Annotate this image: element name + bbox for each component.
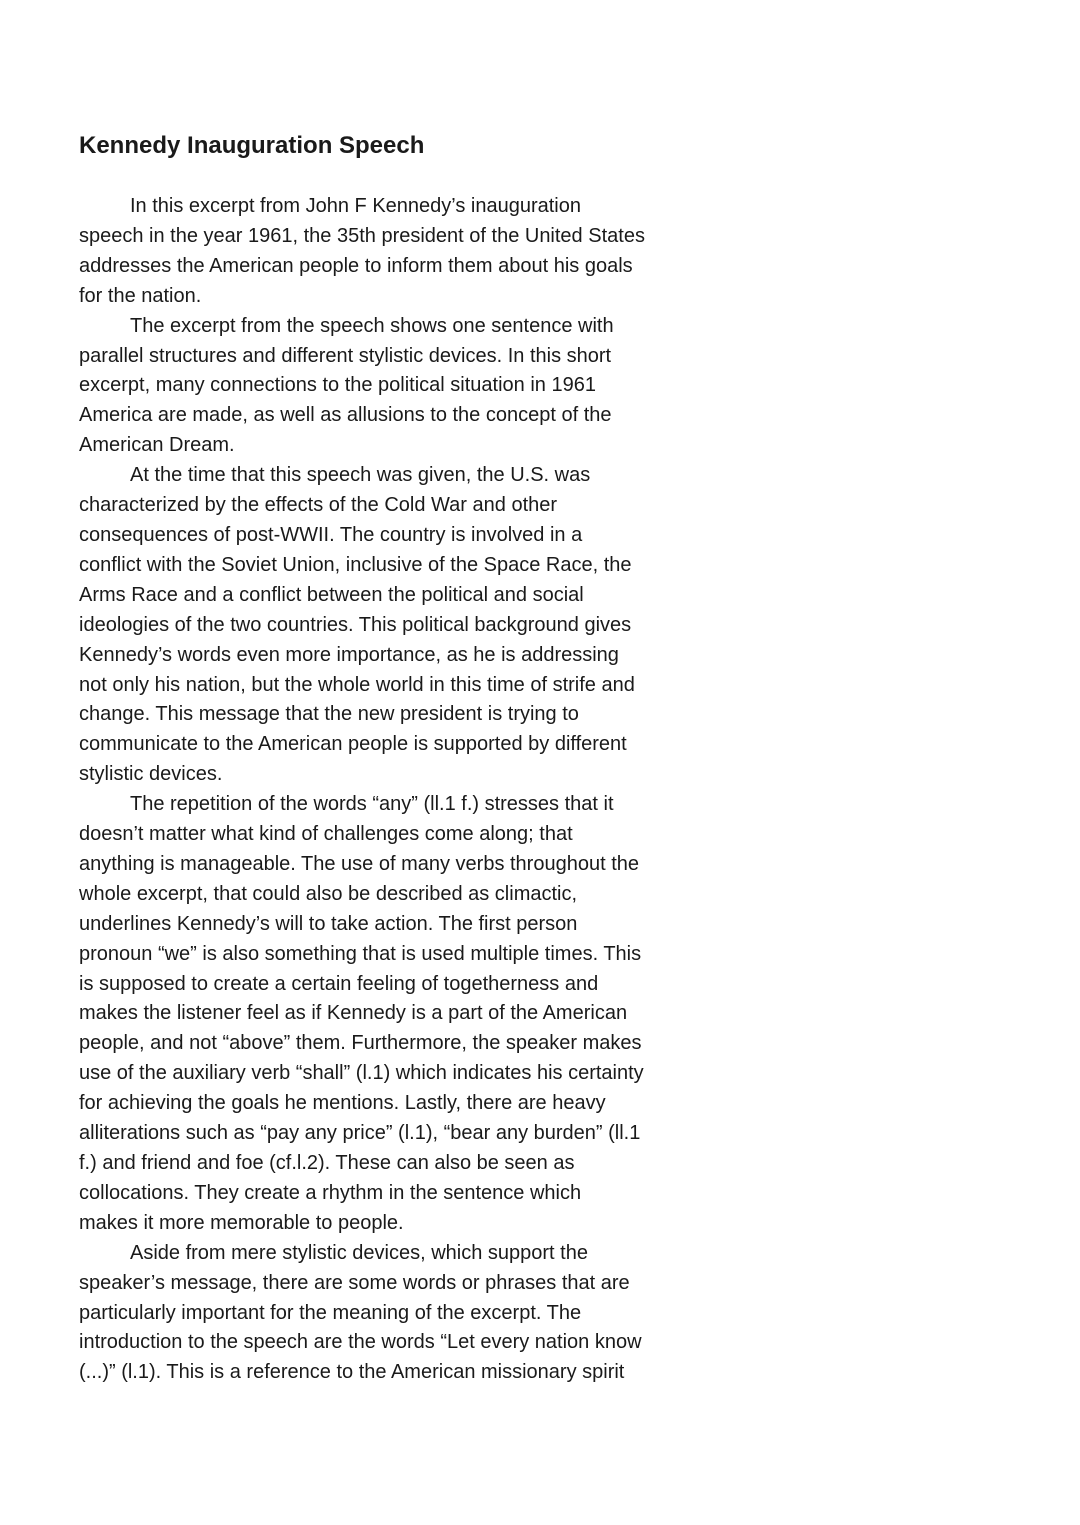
text-line: At the time that this speech was given, the U.S. was [130,464,591,487]
text-line: doesn’t matter what kind of challenges come along; that [79,823,573,846]
text-line: America are made, as well as allusions to the concept of the [79,404,612,427]
text-line: makes the listener feel as if Kennedy is a part of the American [79,1002,628,1025]
text-line: particularly important for the meaning of the excerpt. The [79,1301,582,1324]
text-line: The excerpt from the speech shows one sentence with [130,314,614,337]
text-line: use of the auxiliary verb “shall” (l.1) which indicates his certainty [79,1062,644,1085]
text-line: underlines Kennedy’s will to take action. The first person [79,912,578,935]
text-line: communicate to the American people is supported by different [79,733,627,756]
text-line: alliterations such as “pay any price” (l.1), “bear any burden” (ll.1 [79,1122,641,1145]
text-line: people, and not “above” them. Furthermore, the speaker makes [79,1032,642,1055]
text-line: f.) and friend and foe (cf.l.2). These can also be seen as [79,1152,575,1174]
text-line: conflict with the Soviet Union, inclusive of the Space Race, the [79,553,632,576]
text-line: excerpt, many connections to the political situation in 1961 [79,374,596,397]
paragraph [79,1239,704,1389]
document-body [79,192,704,1388]
text-line: American Dream. [79,434,235,457]
paragraph [79,192,704,312]
text-line: collocations. They create a rhythm in the sentence which [79,1181,582,1204]
text-line: pronoun “we” is also something that is used multiple times. This [79,942,642,965]
text-line: Arms Race and a conflict between the political and social [79,583,584,606]
text-line: characterized by the effects of the Cold War and other [79,494,558,517]
text-line: introduction to the speech are the words “Let every nation know [79,1331,642,1354]
text-line: parallel structures and different stylistic devices. In this short [79,344,612,367]
document-title: Kennedy Inauguration Speech [79,132,425,159]
text-line: is supposed to create a certain feeling of togetherness and [79,972,599,995]
text-line: The repetition of the words “any” (ll.1 f.) stresses that it [130,793,614,816]
text-line: for achieving the goals he mentions. Lastly, there are heavy [79,1092,606,1115]
text-line: anything is manageable. The use of many verbs throughout the [79,852,639,875]
text-line: speech in the year 1961, the 35th president of the United States [79,224,645,247]
text-line: for the nation. [79,284,202,307]
text-line: not only his nation, but the whole world in this time of strife and [79,673,635,696]
text-line: In this excerpt from John F Kennedy’s inauguration [130,195,581,217]
text-line: speaker’s message, there are some words or phrases that are [79,1271,630,1294]
text-line: addresses the American people to inform them about his goals [79,254,633,277]
paragraph [79,312,704,462]
paragraph [79,461,704,790]
text-line: consequences of post-WWII. The country is involved in a [79,523,583,546]
text-line: stylistic devices. [79,763,223,786]
text-line: (...)” (l.1). This is a reference to the American missionary spirit [79,1361,625,1384]
text-line: ideologies of the two countries. This political background gives [79,613,632,636]
text-line: makes it more memorable to people. [79,1211,404,1234]
text-line: Kennedy’s words even more importance, as he is addressing [79,643,619,666]
paragraph [79,790,704,1239]
text-line: Aside from mere stylistic devices, which support the [130,1241,588,1264]
text-line: whole excerpt, that could also be described as climactic, [79,882,578,905]
text-line: change. This message that the new president is trying to [79,703,579,726]
